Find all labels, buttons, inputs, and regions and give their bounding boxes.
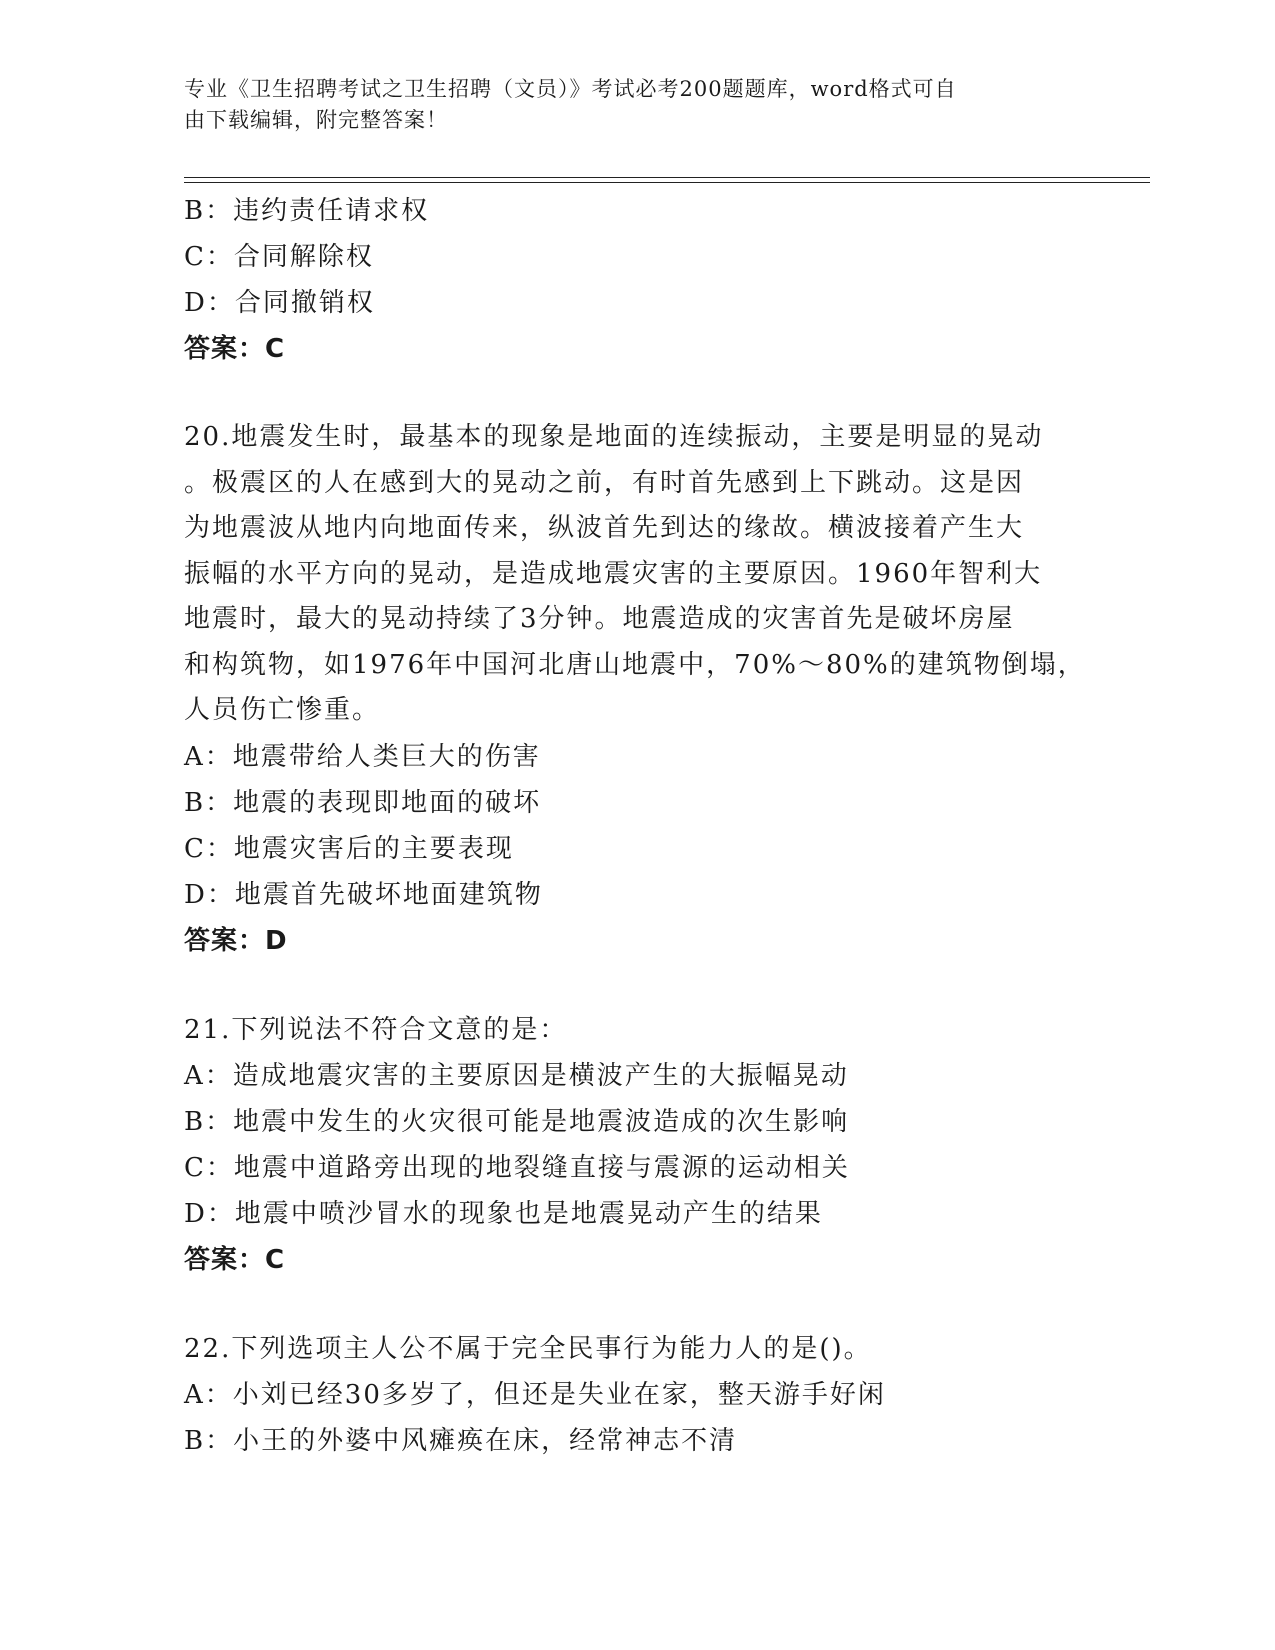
option-b: B：小王的外婆中风瘫痪在床，经常神志不清: [184, 1425, 738, 1456]
stem-line: 地震时，最大的晃动持续了3分钟。地震造成的灾害首先是破坏房屋: [184, 604, 1015, 634]
question-20: [184, 415, 1084, 964]
header-divider-top: [184, 177, 1150, 178]
option-d: D：地震首先破坏地面建筑物: [184, 879, 543, 910]
question-21: [184, 1007, 1084, 1283]
stem-line: 振幅的水平方向的晃动，是造成地震灾害的主要原因。1960年智利大: [184, 558, 1043, 589]
header-line-1: 专业《卫生招聘考试之卫生招聘（文员）》考试必考200题题库，word格式可自: [184, 77, 957, 101]
question-content: [184, 188, 1084, 1464]
header-divider-bottom: [184, 182, 1150, 183]
option-d: D：合同撤销权: [184, 288, 375, 318]
option-c: C：地震灾害后的主要表现: [184, 833, 514, 864]
question-stem: [184, 415, 1084, 734]
answer-line: 答案：D: [184, 925, 288, 956]
option-b: B：地震的表现即地面的破坏: [184, 787, 542, 818]
question-spacer: [184, 964, 1084, 1007]
stem-line: 。极震区的人在感到大的晃动之前，有时首先感到上下跳动。这是因: [184, 467, 1025, 498]
question-22: [184, 1326, 1084, 1464]
question-spacer: [184, 372, 1084, 415]
header-line-2: 由下载编辑，附完整答案！: [184, 108, 448, 132]
stem-line: 和构筑物，如1976年中国河北唐山地震中，70%～80%的建筑物倒塌，: [184, 649, 1086, 680]
question-19: [184, 188, 1084, 372]
option-b: B：地震中发生的火灾很可能是地震波造成的次生影响: [184, 1106, 850, 1137]
option-d: D：地震中喷沙冒水的现象也是地震晃动产生的结果: [184, 1198, 823, 1229]
question-stem: 22.下列选项主人公不属于完全民事行为能力人的是()。: [184, 1333, 872, 1364]
answer-line: 答案：C: [184, 334, 286, 364]
question-spacer: [184, 1283, 1084, 1326]
stem-line: 20.地震发生时，最基本的现象是地面的连续振动，主要是明显的晃动: [184, 422, 1044, 452]
option-a: A：地震带给人类巨大的伤害: [184, 741, 541, 772]
option-a: A：小刘已经30多岁了，但还是失业在家，整天游手好闲: [184, 1379, 886, 1410]
option-c: C：地震中道路旁出现的地裂缝直接与震源的运动相关: [184, 1152, 850, 1183]
document-header: [184, 74, 1064, 136]
answer-line: 答案：C: [184, 1244, 286, 1275]
option-b: B：违约责任请求权: [184, 196, 430, 226]
option-c: C：合同解除权: [184, 242, 374, 272]
option-a: A：造成地震灾害的主要原因是横波产生的大振幅晃动: [184, 1060, 849, 1091]
stem-line: 人员伤亡惨重。: [184, 695, 381, 725]
question-stem: 21.下列说法不符合文意的是：: [184, 1014, 568, 1045]
stem-line: 为地震波从地内向地面传来，纵波首先到达的缘故。横波接着产生大: [184, 513, 1025, 543]
